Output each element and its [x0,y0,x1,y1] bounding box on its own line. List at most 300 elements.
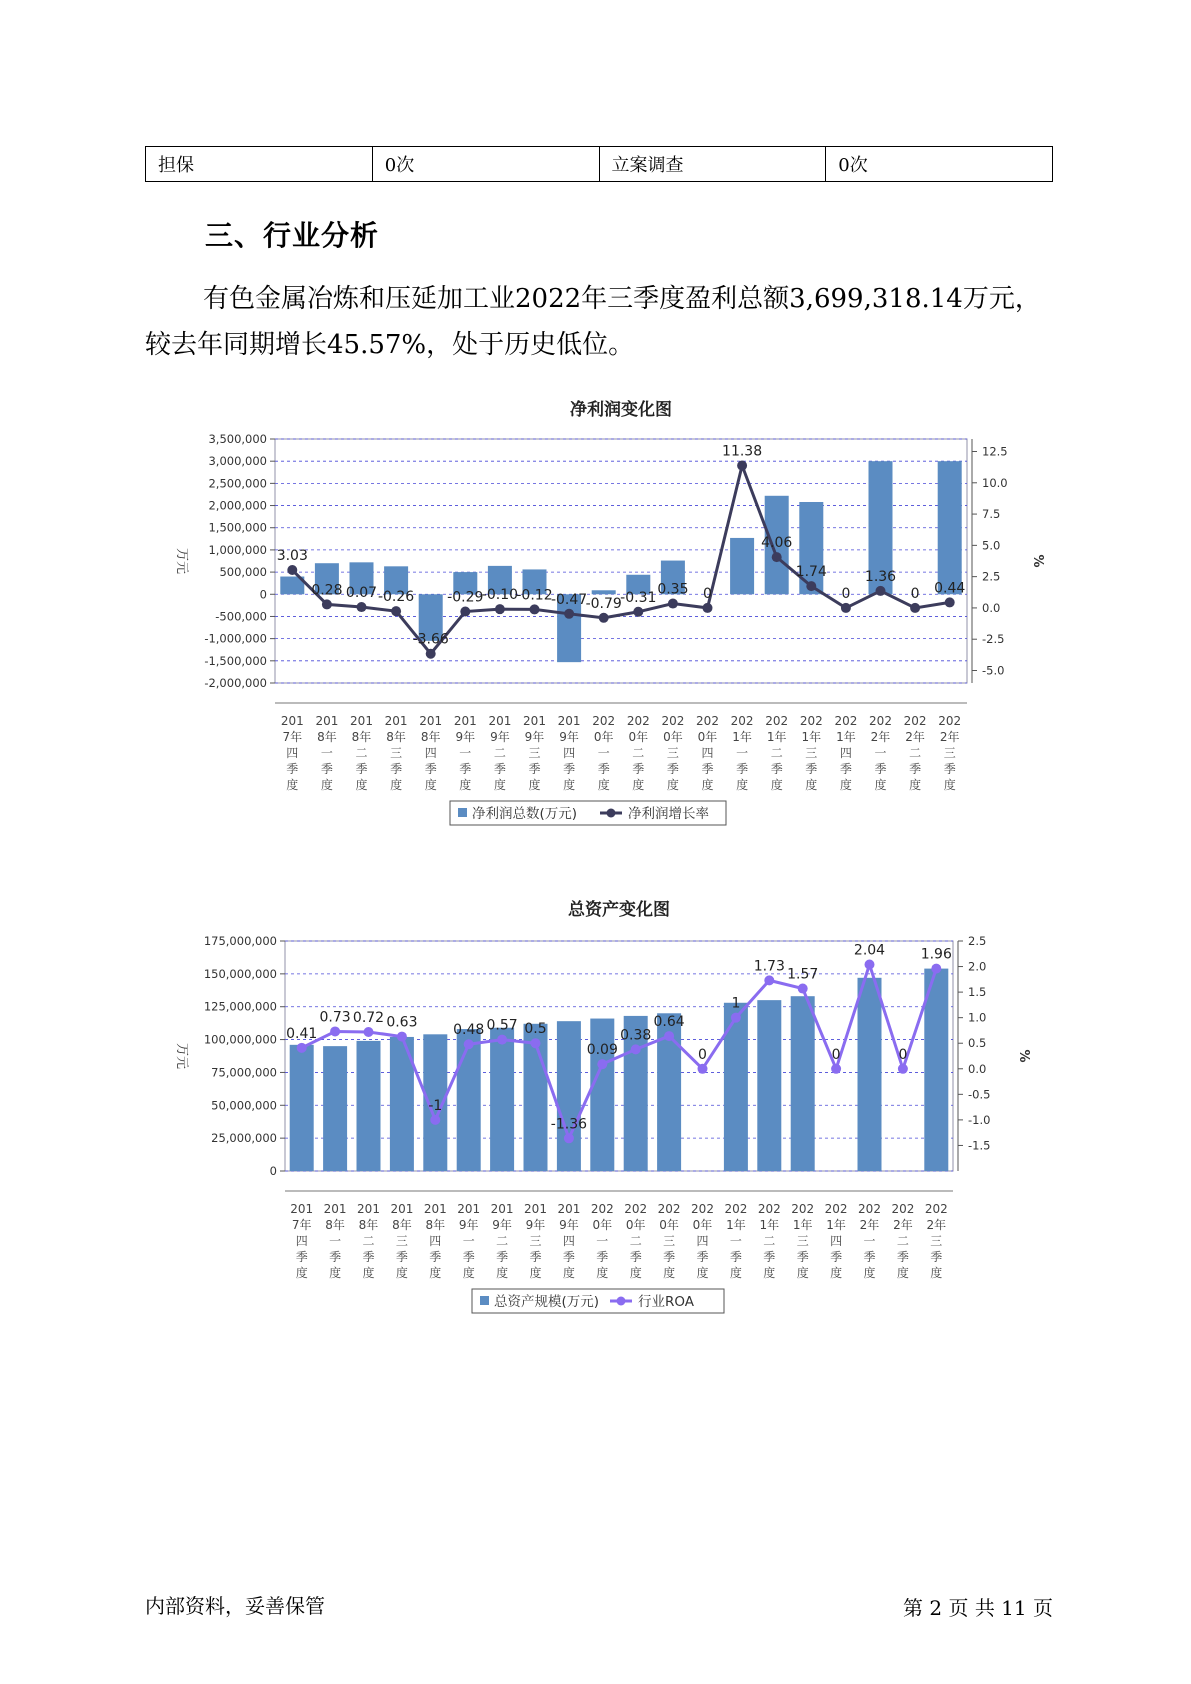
x-tick-label: 二 [493,746,506,760]
x-tick-label: 季 [362,1250,375,1264]
x-tick-label: 三 [528,746,541,760]
x-tick-label: 202 [730,714,754,728]
data-label: 0.73 [319,1009,351,1026]
x-tick-label: 201 [290,1202,314,1216]
legend-bar-swatch [480,1296,489,1305]
x-tick-label: 季 [528,762,541,776]
line-point [497,1035,507,1045]
x-tick-label: 201 [488,714,512,728]
x-tick-label: 度 [563,778,576,792]
x-tick-label: 0年 [592,1218,613,1232]
x-tick-label: 三 [666,746,679,760]
x-tick-label: 202 [938,714,962,728]
x-tick-label: 0年 [692,1218,713,1232]
x-tick-label: 0年 [663,730,683,744]
x-tick-label: 201 [280,714,304,728]
table-row [146,147,1053,182]
x-tick-label: 度 [909,778,922,792]
x-tick-label: 201 [523,714,546,728]
x-tick-label: 度 [874,778,887,792]
line-point [703,603,713,613]
x-tick-label: 8年 [358,1218,379,1232]
x-tick-label: 2年 [939,730,960,744]
y2-tick-label: 2.5 [982,569,1001,584]
y-tick-label: -1,500,000 [204,653,267,668]
y-tick-label: 175,000,000 [203,934,277,948]
section-heading: 三、行业分析 [205,219,380,252]
bar [757,1000,781,1171]
x-tick-label: 201 [557,1202,581,1216]
x-tick-label: 202 [592,714,616,728]
x-tick-label: 度 [943,778,956,792]
line-point [931,964,941,974]
x-tick-label: 四 [839,746,852,760]
x-tick-label: 202 [626,714,650,728]
data-label: 0.38 [620,1027,652,1044]
data-label: 0.64 [653,1014,685,1031]
x-tick-label: 度 [736,778,749,792]
data-label: -1.36 [550,1116,588,1133]
x-tick-label: 二 [909,746,922,760]
chart-title: 净利润变化图 [570,400,672,420]
data-label: 0.5 [524,1021,547,1038]
data-label: 0 [698,1046,707,1063]
x-tick-label: 度 [632,778,645,792]
data-label: 0 [898,1046,908,1063]
line-point [633,607,643,617]
x-tick-label: 季 [830,1250,843,1264]
data-label: -0.79 [585,595,622,612]
line-point [564,1133,574,1143]
line-point [397,1032,407,1042]
x-tick-label: 度 [362,1266,375,1280]
bar [290,1045,314,1171]
x-tick-label: 三 [796,1234,809,1248]
x-tick-label: 度 [597,778,610,792]
x-tick-label: 1年 [726,1218,746,1232]
x-tick-label: 度 [696,1266,709,1280]
x-tick-label: 度 [763,1266,776,1280]
x-tick-label: 度 [295,1266,308,1280]
y-tick-label: 3,500,000 [208,432,267,446]
y2-tick-label: 12.5 [982,444,1008,459]
x-tick-label: 202 [799,714,823,728]
x-tick-label: 度 [896,1266,909,1280]
x-tick-label: 1年 [801,730,822,744]
data-label: 0.35 [657,581,689,598]
x-tick-label: 度 [930,1266,943,1280]
x-tick-label: 四 [563,746,576,760]
y2-tick-label: 0.0 [968,1061,987,1076]
line-point [426,649,436,659]
x-tick-label: 202 [757,1202,781,1216]
legend-line-marker [617,1297,626,1306]
line-point [330,1026,340,1036]
data-label: 11.38 [722,443,763,460]
x-tick-label: 季 [632,762,645,776]
x-tick-label: 三 [805,746,818,760]
x-tick-label: 度 [701,778,714,792]
data-label: 0.44 [934,580,966,597]
x-tick-label: 201 [524,1202,547,1216]
x-tick-label: 季 [355,762,368,776]
x-tick-label: 201 [357,1202,380,1216]
x-tick-label: 度 [320,778,333,792]
x-tick-label: 0年 [659,1218,679,1232]
x-tick-label: 201 [390,1202,414,1216]
x-tick-label: 8年 [392,1218,412,1232]
y-tick-label: -2,000,000 [204,676,267,690]
x-tick-label: 季 [597,762,610,776]
y2-tick-label: 1.0 [968,1010,987,1025]
data-label: 0 [910,585,920,602]
line-point [865,960,875,970]
x-tick-label: 201 [423,1202,447,1216]
x-tick-label: 季 [863,1250,876,1264]
x-tick-label: 8年 [420,730,441,744]
data-label: 2.04 [853,942,886,959]
x-tick-label: 三 [943,746,956,760]
x-tick-label: 202 [869,714,892,728]
x-tick-label: 2年 [859,1218,880,1232]
x-tick-label: 四 [429,1234,442,1248]
x-tick-label: 季 [462,1250,475,1264]
line-point [297,1043,307,1053]
table-cell: 0次 [372,147,599,182]
x-tick-label: 202 [590,1202,614,1216]
x-tick-label: 9年 [455,730,476,744]
x-tick-label: 0年 [628,730,649,744]
x-tick-label: 四 [424,746,437,760]
y2-tick-label: 7.5 [982,507,1001,522]
x-tick-label: 度 [459,778,472,792]
y-tick-label: 3,000,000 [208,454,267,469]
legend-bar-label: 净利润总数(万元) [472,806,578,822]
data-label: 1.96 [920,946,952,963]
x-tick-label: 一 [596,1234,609,1248]
x-tick-label: 四 [286,746,299,760]
x-tick-label: 7年 [291,1218,312,1232]
y2-axis-label: % [1016,1049,1031,1063]
x-tick-label: 度 [839,778,852,792]
x-tick-label: 9年 [559,730,579,744]
x-tick-label: 度 [462,1266,475,1280]
x-tick-label: 季 [874,762,887,776]
line-point [698,1064,708,1074]
x-tick-label: 二 [763,1234,776,1248]
x-tick-label: 201 [384,714,408,728]
x-tick-label: 度 [496,1266,509,1280]
x-tick-label: 二 [770,746,783,760]
paragraph-line: 有色金属冶炼和压延加工业2022年三季度盈利总额3,699,318.14万元， [203,284,1041,314]
y-axis-label: 万元 [174,547,189,575]
x-tick-label: 季 [763,1250,776,1264]
x-tick-label: 季 [286,762,299,776]
x-tick-label: 202 [891,1202,915,1216]
y2-axis-label: % [1030,554,1045,568]
x-tick-label: 一 [462,1234,475,1248]
legend-bar-swatch [458,808,467,817]
line-point [495,604,505,614]
y2-tick-label: 2.5 [968,934,987,948]
net-profit-chart [150,395,1050,865]
line-point [287,565,297,575]
line-point [664,1031,674,1041]
x-tick-label: 季 [529,1250,542,1264]
line-point [391,606,401,616]
line-point [831,1064,841,1074]
y-tick-label: 150,000,000 [203,966,277,981]
line-point [876,586,886,596]
line-point [910,603,920,613]
data-label: -0.31 [620,589,657,606]
x-tick-label: 四 [701,746,714,760]
x-tick-label: 季 [701,762,714,776]
line-point [564,609,574,619]
x-tick-label: 季 [729,1250,742,1264]
data-label: 3.03 [276,548,308,565]
x-tick-label: 度 [493,778,506,792]
y-tick-label: 75,000,000 [211,1065,277,1080]
x-tick-label: 1年 [732,730,752,744]
bar [858,978,882,1171]
x-tick-label: 一 [320,746,333,760]
data-label: 0 [831,1046,841,1063]
legend-bar-label: 总资产规模(万元) [494,1294,600,1310]
data-label: 0.57 [486,1017,518,1034]
x-tick-label: 度 [663,1266,676,1280]
data-label: 0 [841,585,851,602]
y2-tick-label: -1.5 [968,1138,991,1153]
info-table [145,146,1053,182]
y2-tick-label: 0.5 [968,1036,987,1051]
x-tick-label: 7年 [282,730,303,744]
data-label: 0.41 [286,1025,318,1042]
x-tick-label: 季 [329,1250,342,1264]
data-label: -0.12 [516,587,553,604]
x-tick-label: 一 [863,1234,876,1248]
data-label: 0.09 [586,1042,618,1059]
total-assets-chart [150,895,1050,1365]
x-tick-label: 季 [395,1250,408,1264]
data-label: 1 [731,995,741,1012]
line-point [597,1059,607,1069]
x-tick-label: 度 [562,1266,575,1280]
line-point [898,1064,908,1074]
bar [457,1029,481,1171]
x-tick-label: 201 [457,1202,481,1216]
x-tick-label: 季 [930,1250,943,1264]
x-tick-label: 2年 [893,1218,913,1232]
footer-page-number: 第 2 页 共 11 页 [903,1596,1053,1620]
data-label: 0.48 [453,1022,485,1039]
x-tick-label: 201 [490,1202,514,1216]
x-tick-label: 季 [770,762,783,776]
x-tick-label: 度 [770,778,783,792]
data-label: 0.07 [345,585,378,602]
x-tick-label: 8年 [386,730,406,744]
data-label: 1.74 [795,564,827,581]
line-point [806,581,816,591]
x-tick-label: 9年 [524,730,545,744]
x-tick-label: 1年 [766,730,787,744]
x-tick-label: 季 [390,762,403,776]
x-tick-label: 2年 [905,730,925,744]
x-tick-label: 8年 [425,1218,446,1232]
x-tick-label: 202 [834,714,858,728]
x-tick-label: 季 [562,1250,575,1264]
x-tick-label: 季 [424,762,437,776]
x-tick-label: 201 [557,714,581,728]
x-tick-label: 2年 [870,730,891,744]
y2-tick-label: 10.0 [982,475,1008,490]
line-point [530,604,540,614]
x-tick-label: 度 [629,1266,642,1280]
y2-tick-label: -2.5 [982,632,1005,647]
line-point [531,1038,541,1048]
x-tick-label: 202 [924,1202,948,1216]
x-tick-label: 201 [323,1202,347,1216]
x-tick-label: 度 [329,1266,342,1280]
data-label: 1.36 [864,568,897,585]
line-point [764,975,774,985]
y2-tick-label: -1.0 [968,1112,991,1127]
x-tick-label: 1年 [826,1218,846,1232]
line-point [464,1039,474,1049]
x-tick-label: 201 [315,714,339,728]
y2-tick-label: 0.0 [982,600,1001,615]
line-point [731,1013,741,1023]
line-point [430,1115,440,1125]
bar [924,969,948,1171]
x-tick-label: 度 [666,778,679,792]
y-tick-label: 1,000,000 [208,542,267,557]
x-tick-label: 202 [824,1202,848,1216]
data-label: -3.66 [412,631,449,648]
x-tick-label: 三 [390,746,403,760]
x-tick-label: 202 [691,1202,714,1216]
x-tick-label: 三 [529,1234,542,1248]
x-tick-label: 9年 [559,1218,579,1232]
data-label: -0.47 [550,591,588,608]
x-tick-label: 度 [355,778,368,792]
x-tick-label: 三 [395,1234,408,1248]
table-cell: 担保 [146,147,373,182]
x-tick-label: 二 [632,746,645,760]
bar [592,590,616,594]
x-tick-label: 季 [663,1250,676,1264]
x-tick-label: 季 [909,762,922,776]
section-paragraph [145,276,1065,368]
y-tick-label: 500,000 [219,565,267,580]
bar [490,1028,514,1171]
x-tick-label: 一 [329,1234,342,1248]
x-tick-label: 202 [657,1202,681,1216]
y-axis-label: 万元 [174,1042,189,1070]
x-tick-label: 202 [696,714,719,728]
x-tick-label: 9年 [458,1218,479,1232]
x-tick-label: 202 [903,714,927,728]
x-tick-label: 202 [765,714,789,728]
x-tick-label: 二 [896,1234,909,1248]
line-point [364,1027,374,1037]
line-point [737,461,747,471]
x-tick-label: 季 [320,762,333,776]
x-tick-label: 季 [459,762,472,776]
x-tick-label: 季 [295,1250,308,1264]
line-point [631,1044,641,1054]
x-tick-label: 度 [863,1266,876,1280]
y-tick-label: -500,000 [215,609,267,624]
data-label: -0.10 [481,587,519,604]
x-tick-label: 202 [724,1202,748,1216]
chart-title: 总资产变化图 [568,900,670,920]
bar [730,538,754,594]
x-tick-label: 一 [874,746,887,760]
x-tick-label: 9年 [490,730,510,744]
legend-line-marker [607,809,616,818]
x-tick-label: 一 [459,746,472,760]
line-point [599,613,609,623]
x-tick-label: 度 [424,778,437,792]
x-tick-label: 四 [696,1234,709,1248]
x-tick-label: 1年 [759,1218,780,1232]
data-label: -0.26 [377,589,415,606]
line-point [668,599,678,609]
x-tick-label: 二 [355,746,368,760]
data-label: 1.57 [787,966,819,983]
x-tick-label: 季 [696,1250,709,1264]
x-tick-label: 季 [496,1250,509,1264]
line-point [798,984,808,994]
x-tick-label: 四 [830,1234,843,1248]
y2-tick-label: 2.0 [968,959,987,974]
x-tick-label: 一 [736,746,749,760]
y-tick-label: 125,000,000 [203,999,277,1014]
x-tick-label: 201 [350,714,373,728]
table-cell: 立案调查 [599,147,826,182]
paragraph-line: 较去年同期增长45.57%，处于历史低位。 [145,330,635,360]
x-tick-label: 1年 [792,1218,813,1232]
x-tick-label: 季 [943,762,956,776]
x-tick-label: 四 [295,1234,308,1248]
y-tick-label: 25,000,000 [211,1131,277,1146]
x-tick-label: 季 [796,1250,809,1264]
data-label: -1 [428,1097,443,1114]
data-label: 4.06 [761,535,793,552]
x-tick-label: 201 [419,714,443,728]
x-tick-label: 0年 [625,1218,646,1232]
line-point [772,552,782,562]
x-tick-label: 度 [796,1266,809,1280]
line-point [841,603,851,613]
x-tick-label: 季 [596,1250,609,1264]
x-tick-label: 二 [362,1234,375,1248]
x-tick-label: 季 [429,1250,442,1264]
x-tick-label: 一 [729,1234,742,1248]
bar [323,1046,347,1171]
bar [938,461,962,594]
x-tick-label: 季 [563,762,576,776]
x-tick-label: 季 [805,762,818,776]
table-cell: 0次 [826,147,1053,182]
x-tick-label: 度 [805,778,818,792]
data-label: 1.73 [753,958,785,975]
x-tick-label: 四 [562,1234,575,1248]
x-tick-label: 度 [429,1266,442,1280]
data-label: 0.63 [386,1014,418,1031]
x-tick-label: 度 [528,778,541,792]
